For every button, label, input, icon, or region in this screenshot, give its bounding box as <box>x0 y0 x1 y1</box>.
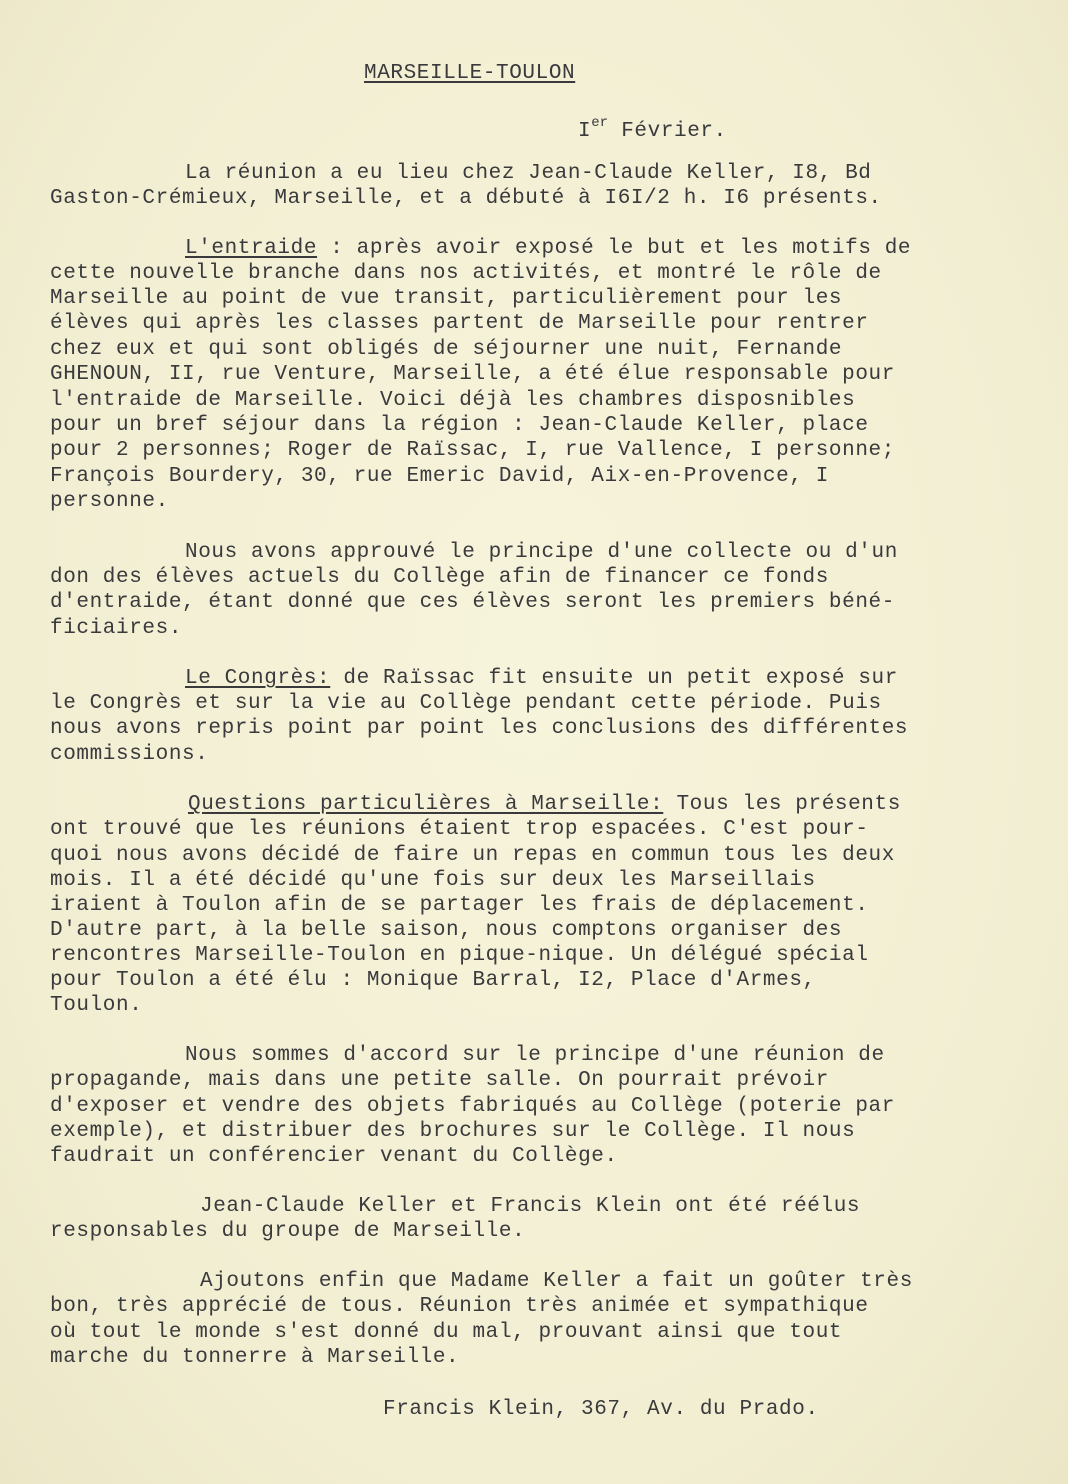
date-number: I <box>578 120 592 143</box>
text-line: ont trouvé que les réunions étaient trop espacées. C'est pour- <box>50 818 869 841</box>
text-line: Ajoutons enfin que Madame Keller a fait un goûter très <box>200 1270 913 1293</box>
document-date <box>578 110 727 143</box>
text-line: GHENOUN, II, rue Venture, Marseille, a été élue responsable pour <box>50 363 895 386</box>
text-line: pour 2 personnes; Roger de Raïssac, I, rue Vallence, I personne; <box>50 439 895 462</box>
text-line: pour Toulon a été élu : Monique Barral, I2, Place d'Armes, <box>50 969 816 992</box>
text-line: Gaston-Crémieux, Marseille, et a débuté à I6I/2 h. I6 présents. <box>50 187 882 210</box>
text-line: marche du tonnerre à Marseille. <box>50 1346 460 1369</box>
text-line: d'entraide, étant donné que ces élèves seront les premiers béné- <box>50 591 895 614</box>
text-line: le Congrès et sur la vie au Collège pendant cette période. Puis <box>50 692 882 715</box>
text-line: faudrait un conférencier venant du Collège. <box>50 1145 618 1168</box>
text-line: quoi nous avons décidé de faire un repas en commun tous les deux <box>50 844 895 867</box>
text-line: Nous sommes d'accord sur le principe d'une réunion de <box>185 1044 885 1067</box>
section-first-line <box>185 236 911 262</box>
text-line: cette nouvelle branche dans nos activités, et montré le rôle de <box>50 262 882 285</box>
text-line: don des élèves actuels du Collège afin de financer ce fonds <box>50 566 829 589</box>
text-line: où tout le monde s'est donné du mal, prouvant ainsi que tout <box>50 1321 843 1344</box>
document-title: MARSEILLE-TOULON <box>364 62 576 85</box>
text-line: La réunion a eu lieu chez Jean-Claude Keller, I8, Bd <box>185 162 872 185</box>
text-line: l'entraide de Marseille. Voici déjà les chambres disposnibles <box>50 389 856 412</box>
text-line: rencontres Marseille-Toulon en pique-nique. Un délégué spécial <box>50 944 869 967</box>
text-line: François Bourdery, 30, rue Emeric David, Aix-en-Provence, I <box>50 465 829 488</box>
text-line: nous avons repris point par point les conclusions des différentes <box>50 717 909 740</box>
text-line: Marseille au point de vue transit, particulièrement pour les <box>50 287 843 310</box>
date-month: Février. <box>621 120 727 143</box>
section-first-line <box>185 666 898 692</box>
text-line: Nous avons approuvé le principe d'une collecte ou d'un <box>185 541 898 564</box>
text-line: iraient à Toulon afin de se partager les frais de déplacement. <box>50 894 869 917</box>
text-line: mois. Il a été décidé qu'une fois sur deux les Marseillais <box>50 869 816 892</box>
text-line: personne. <box>50 490 169 513</box>
text-line: commissions. <box>50 743 209 766</box>
text-fragment: de Raïssac fit ensuite un petit exposé sur <box>330 667 898 690</box>
section-heading-entraide: L'entraide <box>185 237 318 260</box>
text-line: D'autre part, à la belle saison, nous comptons organiser des <box>50 919 843 942</box>
date-superscript: er <box>591 115 609 131</box>
text-line: pour un bref séjour dans la région : Jean-Claude Keller, place <box>50 414 869 437</box>
text-line: exemple), et distribuer des brochures sur le Collège. Il nous <box>50 1120 856 1143</box>
section-heading-questions: Questions particulières à Marseille: <box>188 793 664 816</box>
text-line: Toulon. <box>50 994 143 1017</box>
signature-line: Francis Klein, 367, Av. du Prado. <box>383 1398 819 1421</box>
section-first-line <box>188 792 901 818</box>
text-line: chez eux et qui sont obligés de séjourner une nuit, Fernande <box>50 338 843 361</box>
text-fragment: Tous les présents <box>663 793 901 816</box>
text-line: d'exposer et vendre des objets fabriqués au Collège (poterie par <box>50 1095 895 1118</box>
text-line: responsables du groupe de Marseille. <box>50 1220 526 1243</box>
text-line: élèves qui après les classes partent de Marseille pour rentrer <box>50 312 869 335</box>
text-line: propagande, mais dans une petite salle. On pourrait prévoir <box>50 1069 829 1092</box>
text-line: Jean-Claude Keller et Francis Klein ont été réélus <box>200 1195 861 1218</box>
text-fragment: : après avoir exposé le but et les motifs de <box>317 237 912 260</box>
text-line: ficiaires. <box>50 617 183 640</box>
section-heading-congres: Le Congrès: <box>185 667 331 690</box>
text-line: bon, très apprécié de tous. Réunion très animée et sympathique <box>50 1295 869 1318</box>
